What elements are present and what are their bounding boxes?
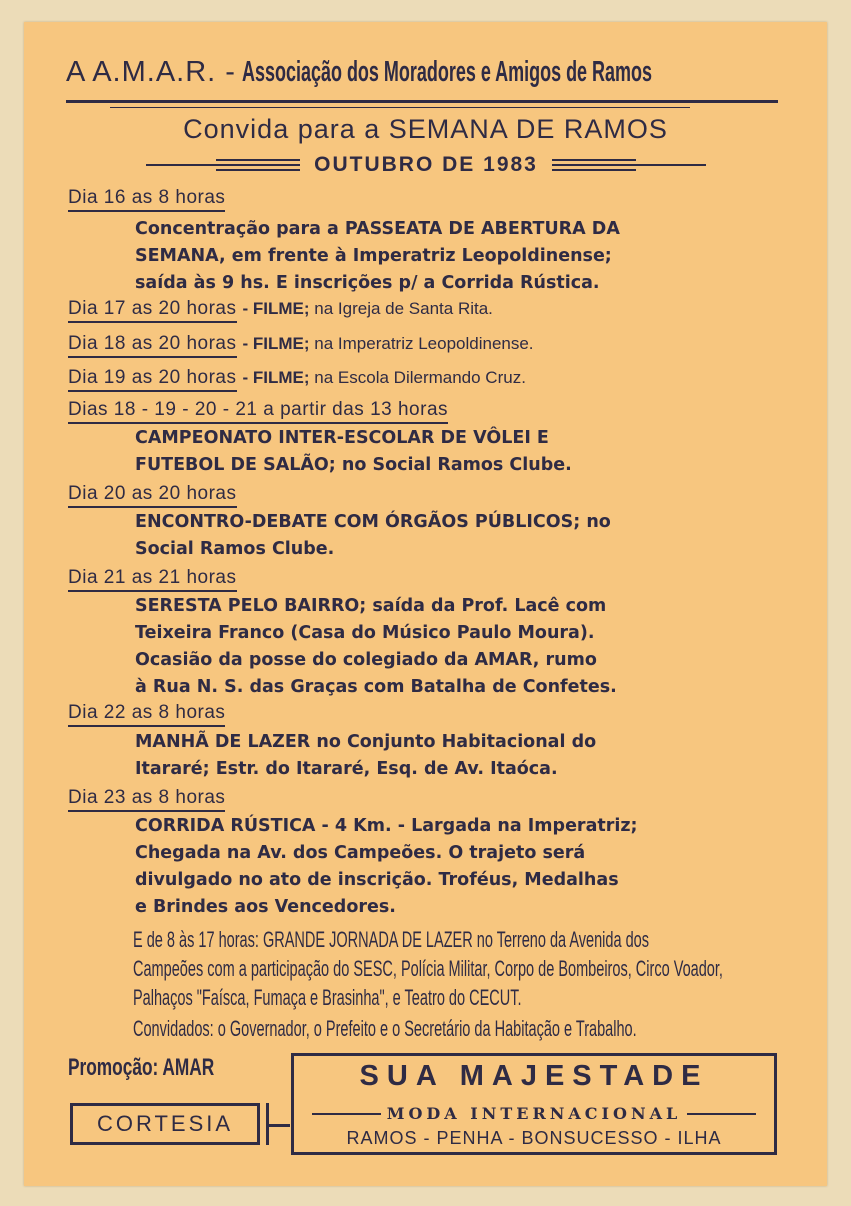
promotion-label: Promoção: AMAR [68,1054,215,1081]
event-day: Dia 23 as 8 horas [68,787,225,812]
event-day: Dia 18 as 20 horas - FILME; na Imperatriz Leopoldinense. [68,333,534,358]
header-rule [66,100,778,103]
month-banner [146,151,706,179]
event-description: CAMPEONATO INTER-ESCOLAR DE VÔLEI E FUTEBOL DE SALÃO; no Social Ramos Clube. [135,428,572,475]
event-day: Dia 16 as 8 horas [68,187,225,212]
decorative-lines-left [146,159,300,171]
guests-line: Convidados: o Governador, o Prefeito e o Secretário da Habitação e Trabalho. [133,1016,637,1041]
connector-line [266,1124,290,1127]
cortesia-box: CORTESIA [70,1103,260,1145]
event-description: Concentração para a PASSEATA DE ABERTURA DA SEMANA, em frente à Imperatriz Leopoldinense; saída às 9 hs. E inscrições p/ a Corrida Rústica. [135,219,620,293]
sponsor-tagline-row [312,1104,756,1123]
month-year: OUTUBRO DE 1983 [314,153,538,176]
leisure-day-text: E de 8 às 17 horas: GRANDE JORNADA DE LAZER no Terreno da Avenida dos Campeões com a participação do SESC, Polícia Militar, Corpo de Bombeiros, Circo Voador, Palhaços "Faísca, Fumaça e Brasinha", e Teatro do CECUT. [133,927,723,1010]
org-full-name: Associação dos Moradores e Amigos de Ramos [241,56,652,88]
header-title [66,56,778,89]
event-day: Dia 17 as 20 horas - FILME; na Igreja de Santa Rita. [68,298,493,323]
sponsor-tagline: MODA INTERNACIONAL [386,1104,682,1123]
invitation-line: Convida para a SEMANA DE RAMOS [183,114,668,144]
event-day: Dia 20 as 20 horas [68,483,237,508]
sponsor-name: SUA MAJESTADE [359,1060,709,1092]
event-description: MANHÃ DE LAZER no Conjunto Habitacional do Itararé; Estr. do Itararé, Esq. de Av. Itaóca. [135,732,597,779]
sponsor-box [291,1053,777,1155]
event-description: ENCONTRO-DEBATE COM ÓRGÃOS PÚBLICOS; no Social Ramos Clube. [135,512,611,559]
event-day: Dia 19 as 20 horas - FILME; na Escola Dilermando Cruz. [68,367,526,392]
event-day: Dia 21 as 21 horas [68,567,237,592]
decorative-lines-right [552,159,706,171]
event-description: CORRIDA RÚSTICA - 4 Km. - Largada na Imperatriz; Chegada na Av. dos Campeões. O trajeto será divulgado no ato de inscrição. Troféus, Medalhas e Brindes aos Vencedores. [135,816,638,917]
event-day: Dias 18 - 19 - 20 - 21 a partir das 13 horas [68,399,448,424]
event-description: SERESTA PELO BAIRRO; saída da Prof. Lacê com Teixeira Franco (Casa do Músico Paulo Moura). Ocasião da posse do colegiado da AMAR, rumo à Rua N. S. das Graças com Batalha de Confetes. [135,596,617,697]
org-abbreviation: A A.M.A.R. - [66,56,236,88]
header-rule-thin [110,107,690,108]
sponsor-locations: RAMOS - PENHA - BONSUCESSO - ILHA [346,1128,722,1148]
event-day: Dia 22 as 8 horas [68,702,225,727]
